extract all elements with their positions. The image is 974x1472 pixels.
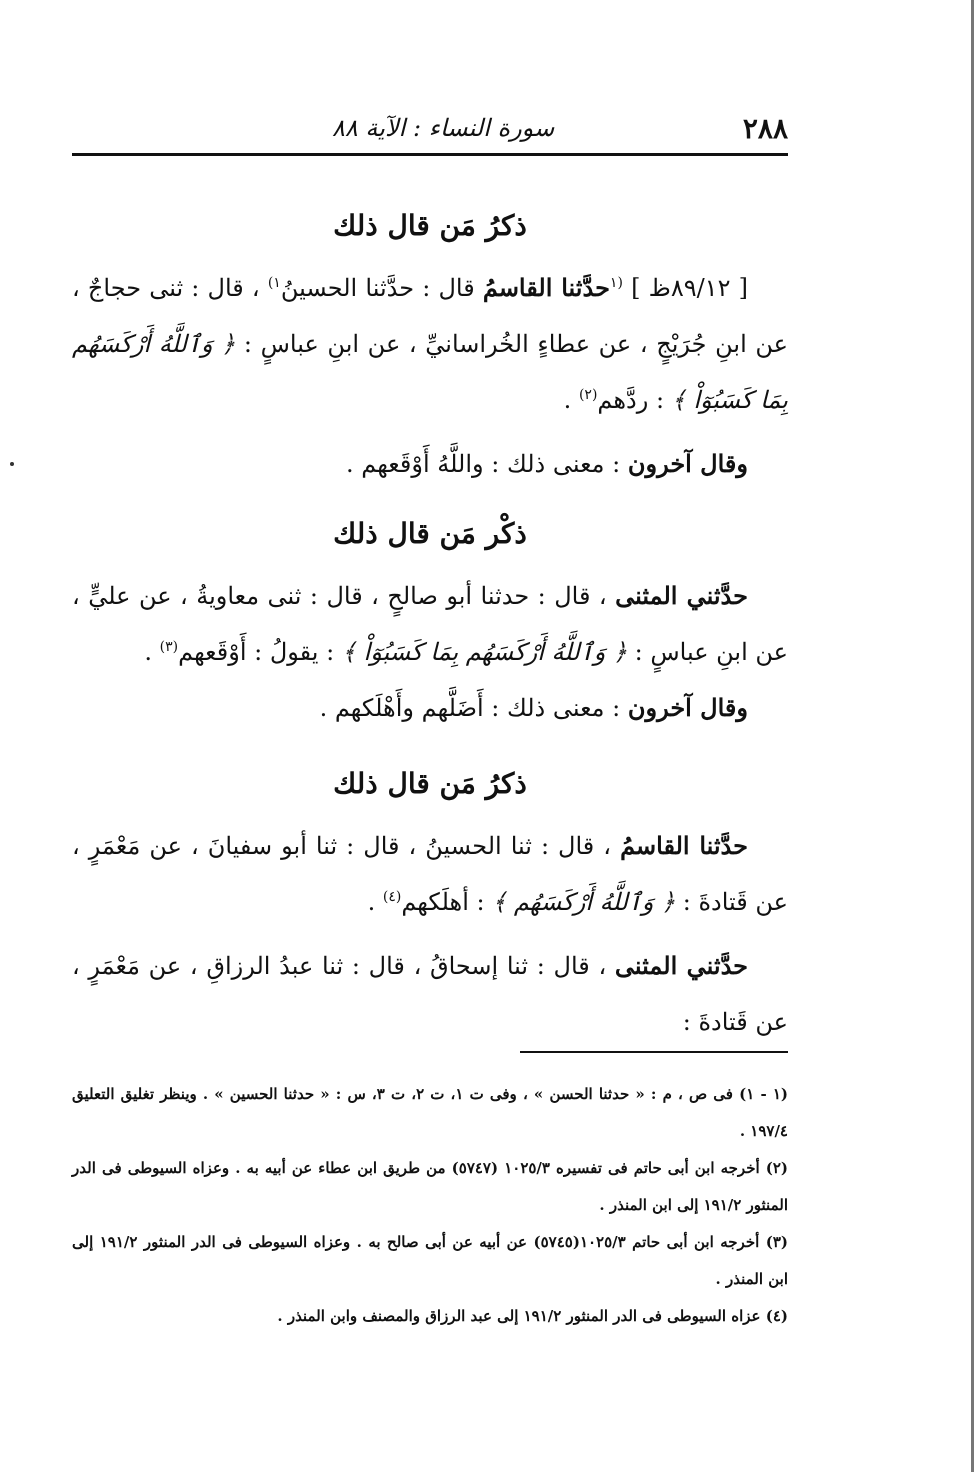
quran-verse: ﴿ وَٱللَّهُ أَرْكَسَهُم ﴾ — [492, 888, 676, 916]
running-title: سورة النساء : الآية ٨٨ — [332, 114, 555, 142]
footnote-marker: ١) — [267, 275, 281, 291]
paragraph — [72, 938, 788, 1050]
folio-reference: [ ٨٩/١٢ظ ] — [631, 274, 748, 302]
main-text — [72, 196, 788, 1050]
section-heading: ذكرُ مَن قال ذلك — [333, 767, 527, 800]
paragraph-text: : يقولُ : أَوْقَعهم — [178, 638, 342, 666]
paragraph-text: : معنى ذلك : واللَّهُ أَوْقَعهم . — [346, 450, 628, 478]
footnote-marker: (٢) — [578, 387, 598, 403]
header-rule — [72, 153, 788, 156]
isnad-lead: حدَّثني المثنى — [614, 951, 749, 980]
footnote-marker: (٤) — [382, 889, 402, 905]
paragraph-text: ، قال : ثنا إسحاقُ ، قال : ثنا عبدُ الرزاقِ ، عن مَعْمَرٍ ، عن قَتادةَ : — [72, 952, 788, 1036]
footnote-rule — [520, 1051, 788, 1053]
paragraph-text: : ردَّهم — [597, 386, 672, 414]
paragraph-text: : معنى ذلك : أَضَلَّهم وأَهْلَكهم . — [319, 694, 628, 722]
paragraph-text: قال : حدَّثنا الحسينُ — [280, 274, 483, 302]
isnad-lead: حدَّثني المثنى — [615, 581, 748, 610]
isnad-lead: وقال آخرون — [627, 693, 748, 722]
footnotes — [72, 1076, 788, 1335]
paragraph-text: : أهلَكهم — [401, 888, 493, 916]
paragraph-text: . — [563, 386, 579, 414]
footnote: (٤) عزاه السيوطى فى الدر المنثور ١٩١/٢ إلى عبد الرزاق والمصنف وابن المنذر . — [277, 1307, 788, 1325]
paragraph — [72, 568, 788, 680]
footnote: (١ - ١) فى ص ، م : « حدثنا الحسن » ، وفى ت ١، ت ٢، ت ٣، س : « حدثنا الحسين » . وينظر تغليق التعليق ١٩٧/٤ . — [72, 1085, 788, 1140]
paragraph-text: ، قال : ثنا الحسينُ ، قال : ثنا أبو سفيانَ ، عن مَعْمَرٍ ، عن قَتادةَ : — [72, 832, 788, 916]
footnote-marker: (١ — [609, 275, 623, 291]
footnote-marker: (٣) — [159, 639, 179, 655]
isnad-lead: حدَّثنا القاسمُ — [482, 273, 610, 302]
quran-verse: ﴿ وَٱللَّهُ أَرْكَسَهُم بِمَا كَسَبُوٓاْ ﴾ — [341, 638, 628, 666]
paragraph-text: . — [144, 638, 160, 666]
paragraph — [72, 260, 788, 428]
page-header — [72, 108, 788, 152]
scan-speck — [10, 462, 14, 466]
page-number: ٢٨٨ — [742, 112, 788, 145]
footnote: (٢) أخرجه ابن أبى حاتم فى تفسيره ١٠٢٥/٣ (٥٧٤٧) من طريق ابن عطاء عن أبيه به . وعزاه السيوطى فى الدر المنثور ١٩١/٢ إلى ابن المنذر . — [72, 1159, 788, 1214]
paragraph — [72, 818, 788, 930]
isnad-lead: حدَّثنا القاسمُ — [620, 831, 748, 860]
section-heading: ذكرُ مَن قال ذلك — [333, 209, 527, 242]
quran-verse: ﴿ وَٱللَّهُ أَرْكَسَهُم بِمَا كَسَبُوٓاْ ﴾ — [72, 330, 788, 414]
isnad-lead: وقال آخرون — [627, 449, 748, 478]
paragraph — [72, 680, 788, 736]
paragraph-text: ، قال : ثنى حجاجٌ ، عن ابنِ جُرَيْجٍ ، عن عطاءٍ الخُراسانيِّ ، عن ابنِ عباسٍ : — [72, 274, 788, 358]
paragraph — [72, 436, 788, 492]
paragraph-text: ، قال : حدثنا أبو صالحٍ ، قال : ثنى معاويةُ ، عن عليٍّ ، عن ابنِ عباسٍ : — [72, 582, 788, 666]
section-heading: ذكْر مَن قال ذلك — [333, 517, 527, 550]
footnote: (٣) أخرجه ابن أبى حاتم ١٠٢٥/٣(٥٧٤٥) عن أبيه عن أبى صالح به . وعزاه السيوطى فى الدر المنثور ١٩١/٢ إلى ابن المنذر . — [72, 1233, 789, 1288]
paragraph-text: . — [367, 888, 383, 916]
